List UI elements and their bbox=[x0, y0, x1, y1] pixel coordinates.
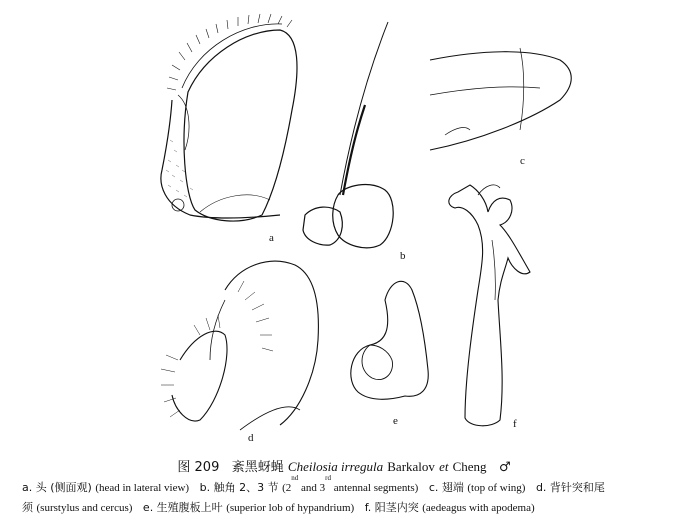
male-symbol: ♂ bbox=[498, 460, 511, 475]
caption-f-label: f. 阳茎内突 bbox=[364, 501, 419, 514]
panel-e-hypandrium-drawing bbox=[351, 281, 428, 399]
caption-b-label: b. 触角 2、3 节 bbox=[199, 481, 279, 494]
caption-f-english: (aedeagus with apodema) bbox=[422, 502, 535, 514]
caption-d-label: d. 背针突和尾 bbox=[535, 481, 605, 494]
caption-e-english: (superior lob of hypandrium) bbox=[226, 502, 355, 514]
panel-label-a: a bbox=[269, 232, 274, 244]
figure-number: 图 209 bbox=[177, 460, 220, 475]
panel-label-e: e bbox=[393, 415, 398, 427]
species-latin-name: Cheilosia irregula bbox=[287, 459, 384, 474]
caption-a-label: a. 头 (侧面观) bbox=[22, 481, 92, 494]
panel-label-d: d bbox=[248, 432, 254, 444]
caption-b-english: (2nd and 3rd antennal segments) bbox=[282, 474, 419, 494]
author-name-2: Cheng bbox=[452, 459, 487, 474]
caption-c-english: (top of wing) bbox=[467, 482, 526, 494]
caption-a-english: (head in lateral view) bbox=[95, 482, 190, 494]
caption-d-continued: 须 bbox=[22, 501, 33, 514]
caption-c-label: c. 翅端 bbox=[428, 481, 464, 494]
caption-line-2 bbox=[22, 498, 672, 518]
panel-c-wing-drawing bbox=[430, 48, 571, 150]
species-chinese-name: 紊黑蚜蝇 bbox=[231, 460, 284, 475]
panel-label-f: f bbox=[513, 418, 517, 430]
panel-b-antenna-drawing bbox=[303, 22, 393, 248]
author-et: et bbox=[439, 459, 449, 474]
caption-line-1 bbox=[22, 474, 672, 498]
figure-title bbox=[0, 456, 688, 475]
figure-caption bbox=[22, 474, 672, 518]
panel-a-head-drawing bbox=[161, 14, 297, 221]
panel-f-aedeagus-drawing bbox=[449, 185, 530, 426]
panel-label-c: c bbox=[520, 155, 525, 167]
author-name-1: Barkalov bbox=[387, 459, 435, 474]
caption-e-label: e. 生殖腹板上叶 bbox=[142, 501, 223, 514]
panel-d-surstylus-drawing bbox=[161, 261, 318, 430]
panel-label-b: b bbox=[400, 250, 406, 262]
caption-d-english: (surstylus and cercus) bbox=[36, 502, 133, 514]
